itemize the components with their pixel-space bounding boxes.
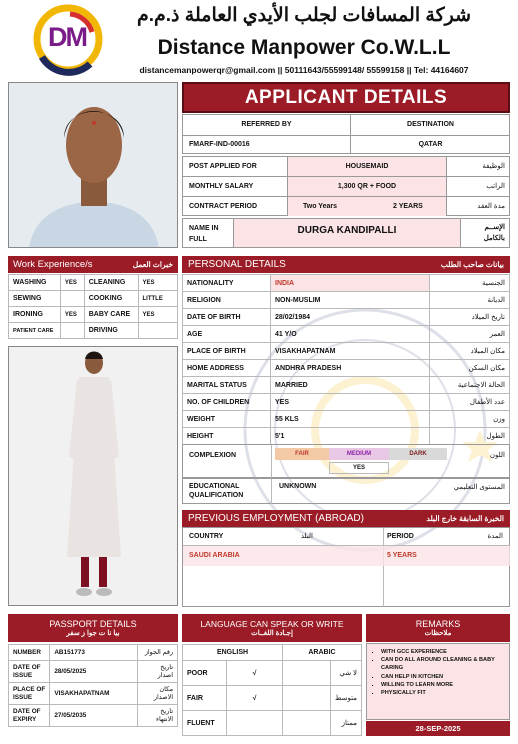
skill-label: CLEANING bbox=[84, 275, 138, 291]
personal-detail-row bbox=[183, 360, 510, 377]
skill-label: WASHING bbox=[9, 275, 61, 291]
english-mark bbox=[227, 711, 283, 736]
education-label-1: EDUCATIONAL bbox=[189, 483, 240, 490]
personal-detail-label: HOME ADDRESS bbox=[183, 360, 271, 377]
job-col-line bbox=[446, 157, 447, 216]
remarks-date-bar bbox=[366, 721, 510, 736]
passport-label-ar bbox=[138, 661, 178, 683]
passport-label-ar-line2: الاصدار bbox=[153, 693, 173, 701]
complexion-medium bbox=[329, 448, 389, 460]
remark-item: ▪ CAN HELP IN KITCHEN bbox=[381, 673, 503, 681]
complexion-dark-label: DARK bbox=[409, 451, 427, 457]
skill-value: YES bbox=[138, 307, 177, 323]
personal-detail-label: NATIONALITY bbox=[183, 275, 271, 292]
passport-label-line1: NUMBER bbox=[13, 648, 42, 656]
personal-detail-label-ar: تاريخ الميلاد bbox=[430, 309, 510, 326]
skill-label: COOKING bbox=[84, 291, 138, 307]
education-row bbox=[182, 478, 510, 504]
arabic-mark bbox=[283, 661, 331, 686]
previous-country: SAUDI ARABIA bbox=[189, 552, 240, 559]
education-label-ar: المستوى التعليمي bbox=[453, 484, 505, 491]
language-title-ar: إجـادة اللغــات bbox=[251, 630, 293, 637]
english-mark: √ bbox=[227, 686, 283, 711]
country-label: COUNTRY bbox=[189, 533, 224, 540]
language-title: LANGUAGE CAN SPEAK OR WRITE bbox=[200, 619, 344, 629]
language-row bbox=[183, 711, 362, 736]
contract-label-ar: مدة العقد bbox=[477, 203, 505, 210]
personal-detail-value: 41 Y/O bbox=[271, 326, 430, 343]
previous-period: 5 YEARS bbox=[387, 552, 417, 559]
personal-detail-label: HEIGHT bbox=[183, 428, 271, 445]
language-level-label: FLUENT bbox=[183, 711, 227, 736]
salary-label: MONTHLY SALARY bbox=[189, 183, 254, 190]
passport-title-ar: بيا نا ت جوا ز سفر bbox=[66, 630, 120, 637]
personal-detail-row bbox=[183, 326, 510, 343]
country-label-ar: البلد bbox=[300, 533, 313, 540]
personal-detail-label-ar: العمر bbox=[430, 326, 510, 343]
complexion-label-ar: اللون bbox=[489, 452, 505, 459]
english-mark: √ bbox=[227, 661, 283, 686]
complexion-medium-label: MEDIUM bbox=[346, 451, 372, 457]
skill-value bbox=[138, 323, 177, 339]
skill-label: DRIVING bbox=[84, 323, 138, 339]
language-row bbox=[183, 686, 362, 711]
passport-label bbox=[9, 705, 50, 727]
previous-employment-table bbox=[182, 527, 510, 607]
language-level-label: FAIR bbox=[183, 686, 227, 711]
personal-detail-label-ar: مكان الميلاد bbox=[430, 343, 510, 360]
personal-details-title-ar: بيانات صاحب الطلب bbox=[440, 260, 504, 269]
arabic-mark bbox=[283, 711, 331, 736]
destination-label: DESTINATION bbox=[407, 121, 454, 128]
personal-detail-value: YES bbox=[271, 394, 430, 411]
personal-detail-label-ar: مكان السكن bbox=[430, 360, 510, 377]
language-level-label: POOR bbox=[183, 661, 227, 686]
skill-value: YES bbox=[138, 275, 177, 291]
passport-label-ar-line2: الانتهاء bbox=[155, 715, 173, 723]
skill-label: SEWING bbox=[9, 291, 61, 307]
language-level-label-ar: ممتاز bbox=[331, 711, 362, 736]
logo-letters: DM bbox=[48, 22, 86, 52]
skill-value bbox=[60, 323, 84, 339]
passport-title: PASSPORT DETAILS bbox=[49, 619, 137, 629]
personal-detail-label-ar: الديانة bbox=[430, 292, 510, 309]
passport-label-ar bbox=[138, 683, 178, 705]
passport-table bbox=[8, 644, 178, 727]
complexion-fair-label: FAIR bbox=[295, 451, 309, 457]
language-col-english: ENGLISH bbox=[183, 645, 283, 661]
passport-label bbox=[9, 661, 50, 683]
personal-detail-value: NON-MUSLIM bbox=[271, 292, 430, 309]
skill-value bbox=[60, 291, 84, 307]
work-experience-title-ar: خبرات العمل bbox=[132, 260, 173, 269]
passport-header bbox=[8, 614, 178, 642]
personal-detail-value: ANDHRA PRADESH bbox=[271, 360, 430, 377]
complexion-col-line bbox=[271, 445, 272, 478]
page-title-text: APPLICANT DETAILS bbox=[244, 86, 448, 108]
language-header-row bbox=[183, 645, 362, 661]
post-label: POST APPLIED FOR bbox=[189, 163, 257, 170]
passport-label-line2: ISSUE bbox=[13, 671, 33, 679]
personal-detail-value: 55 KLS bbox=[271, 411, 430, 428]
passport-label-ar-line1: تاريخ bbox=[160, 707, 173, 715]
language-row bbox=[183, 661, 362, 686]
personal-detail-value: 5'1 bbox=[271, 428, 430, 445]
remarks-date: 28-SEP-2025 bbox=[415, 724, 461, 733]
contract-value-a: Two Years bbox=[303, 203, 337, 210]
destination-value: QATAR bbox=[418, 141, 443, 148]
reference-number: FMARF-IND-00016 bbox=[189, 141, 250, 148]
personal-detail-row bbox=[183, 309, 510, 326]
personal-detail-row bbox=[183, 292, 510, 309]
remarks-box bbox=[366, 643, 510, 720]
page-title bbox=[182, 82, 510, 113]
personal-detail-label: NO. OF CHILDREN bbox=[183, 394, 271, 411]
work-experience-row bbox=[9, 291, 178, 307]
remark-item: ▪ PHYSICALLY FIT bbox=[381, 689, 503, 697]
remarks-title: REMARKS bbox=[415, 619, 461, 629]
personal-detail-row bbox=[183, 343, 510, 360]
contact-info: distancemanpowerqr@gmail.com || 50111643/55599148/ 55599158 || Tel: 44164607 bbox=[139, 65, 469, 75]
salary-value: 1,300 QR + FOOD bbox=[337, 183, 397, 190]
arabic-mark bbox=[283, 686, 331, 711]
company-name-ar: شركة المسافات لجلب الأيدي العاملة ذ.م.م bbox=[136, 5, 472, 26]
passport-label-line2: EXPIRY bbox=[13, 715, 37, 723]
personal-detail-row bbox=[183, 275, 510, 292]
personal-detail-label: WEIGHT bbox=[183, 411, 271, 428]
post-label-ar: الوظيفة bbox=[482, 163, 505, 170]
skill-label: BABY CARE bbox=[84, 307, 138, 323]
personal-detail-label-ar: الطول bbox=[430, 428, 510, 445]
applicant-name: DURGA KANDIPALLI bbox=[297, 225, 397, 236]
passport-row bbox=[9, 645, 178, 661]
personal-detail-label-ar: الجنسية bbox=[430, 275, 510, 292]
work-experience-row bbox=[9, 323, 178, 339]
language-header bbox=[182, 614, 362, 642]
personal-detail-label: DATE OF BIRTH bbox=[183, 309, 271, 326]
contract-label: CONTRACT PERIOD bbox=[189, 203, 258, 210]
remark-item: ▪ WILLING TO LEARN MORE bbox=[381, 681, 503, 689]
personal-detail-row bbox=[183, 411, 510, 428]
passport-label-line1: PLACE OF bbox=[13, 685, 46, 693]
language-level-label-ar: لا شي bbox=[331, 661, 362, 686]
applicant-full-body-photo bbox=[8, 346, 178, 606]
previous-employment-header bbox=[182, 510, 510, 527]
period-label-ar: المدة bbox=[487, 533, 503, 540]
period-label: PERIOD bbox=[387, 533, 414, 540]
personal-detail-row bbox=[183, 394, 510, 411]
job-section bbox=[182, 156, 510, 216]
work-experience-row bbox=[9, 307, 178, 323]
work-experience-title: Work Experience/s bbox=[13, 259, 93, 270]
complexion-label: COMPLEXION bbox=[189, 452, 237, 459]
passport-value: AB151773 bbox=[50, 645, 138, 661]
name-label-1: NAME IN bbox=[189, 225, 219, 232]
name-label-ar-2: بالكامل bbox=[483, 235, 505, 242]
personal-details-title: PERSONAL DETAILS bbox=[188, 259, 286, 270]
name-label-ar-1: الإســم bbox=[484, 224, 505, 231]
personal-detail-label-ar: وزن bbox=[430, 411, 510, 428]
education-value: UNKNOWN bbox=[279, 483, 317, 490]
work-experience-row bbox=[9, 275, 178, 291]
language-level-label-ar: متوسط bbox=[331, 686, 362, 711]
passport-label-ar-line2: اصدار bbox=[157, 671, 173, 679]
previous-employment-title: PREVIOUS EMPLOYMENT (ABROAD) bbox=[188, 513, 364, 524]
passport-label bbox=[9, 683, 50, 705]
passport-value: 28/05/2025 bbox=[50, 661, 138, 683]
salary-label-ar: الراتب bbox=[486, 183, 505, 190]
skill-label: IRONING bbox=[9, 307, 61, 323]
work-experience-header bbox=[8, 256, 178, 273]
education-col-line bbox=[271, 479, 272, 504]
referral-hline bbox=[183, 135, 510, 136]
language-table bbox=[182, 644, 362, 736]
personal-detail-label: RELIGION bbox=[183, 292, 271, 309]
complexion-yes: YES bbox=[352, 465, 365, 471]
education-label-2: QUALIFICATION bbox=[189, 492, 244, 499]
passport-row bbox=[9, 705, 178, 727]
passport-label bbox=[9, 645, 50, 661]
personal-detail-value: MARRIED bbox=[271, 377, 430, 394]
applicant-portrait-photo bbox=[8, 82, 178, 248]
passport-value: VISAKHAPATNAM bbox=[50, 683, 138, 705]
passport-row bbox=[9, 683, 178, 705]
personal-detail-label: AGE bbox=[183, 326, 271, 343]
skill-value: YES bbox=[60, 275, 84, 291]
complexion-fair bbox=[275, 448, 329, 460]
passport-label-ar-line1: تاريخ bbox=[160, 663, 173, 671]
remarks-title-ar: ملاحظات bbox=[424, 630, 452, 637]
personal-detail-label-ar: عدد الأطفال bbox=[430, 394, 510, 411]
personal-details-table bbox=[182, 274, 510, 445]
remark-item: ▪ CAN DO ALL AROUND CLEANING & BABY CARING bbox=[381, 656, 503, 672]
personal-detail-value: INDIA bbox=[271, 275, 430, 292]
complexion-row bbox=[182, 444, 510, 478]
passport-label-line1: DATE OF bbox=[13, 707, 41, 715]
work-experience-table bbox=[8, 274, 178, 339]
passport-label-line2: ISSUE bbox=[13, 693, 33, 701]
passport-label-ar bbox=[138, 705, 178, 727]
complexion-dark bbox=[389, 448, 447, 460]
prev-vline bbox=[383, 528, 384, 607]
company-logo bbox=[30, 2, 110, 76]
skill-value: LITTLE bbox=[138, 291, 177, 307]
language-col-arabic: ARABIC bbox=[283, 645, 362, 661]
company-name-en: Distance Manpower Co.W.L.L bbox=[157, 36, 451, 59]
name-section bbox=[182, 218, 510, 248]
passport-label-line1: DATE OF bbox=[13, 663, 41, 671]
personal-detail-value: VISAKHAPATNAM bbox=[271, 343, 430, 360]
personal-detail-label: PLACE OF BIRTH bbox=[183, 343, 271, 360]
remark-item: ▪ WITH GCC EXPERIENCE bbox=[381, 648, 503, 656]
name-label-2: FULL bbox=[189, 236, 207, 243]
passport-label-ar bbox=[138, 645, 178, 661]
referred-by-label: REFERRED BY bbox=[241, 121, 292, 128]
passport-row bbox=[9, 661, 178, 683]
passport-label-ar-line1: مكان bbox=[159, 685, 173, 693]
passport-label-ar-line1: رقم الجواز bbox=[144, 648, 173, 656]
post-value: HOUSEMAID bbox=[345, 163, 389, 170]
personal-details-header bbox=[182, 256, 510, 273]
skill-value: YES bbox=[60, 307, 84, 323]
personal-detail-label: MARITAL STATUS bbox=[183, 377, 271, 394]
skill-label: PATIENT CARE bbox=[9, 323, 61, 339]
remarks-header bbox=[366, 614, 510, 642]
personal-detail-label-ar: الحالة الاجتماعية bbox=[430, 377, 510, 394]
previous-employment-title-ar: الخبرة السابقة خارج البلد bbox=[426, 514, 504, 523]
referral-section bbox=[182, 114, 510, 154]
passport-value: 27/05/2035 bbox=[50, 705, 138, 727]
personal-detail-row bbox=[183, 428, 510, 445]
personal-detail-value: 28/02/1984 bbox=[271, 309, 430, 326]
personal-detail-row bbox=[183, 377, 510, 394]
contract-value-b: 2 YEARS bbox=[393, 203, 423, 210]
remarks-list bbox=[381, 648, 503, 697]
complexion-selected bbox=[329, 462, 389, 474]
